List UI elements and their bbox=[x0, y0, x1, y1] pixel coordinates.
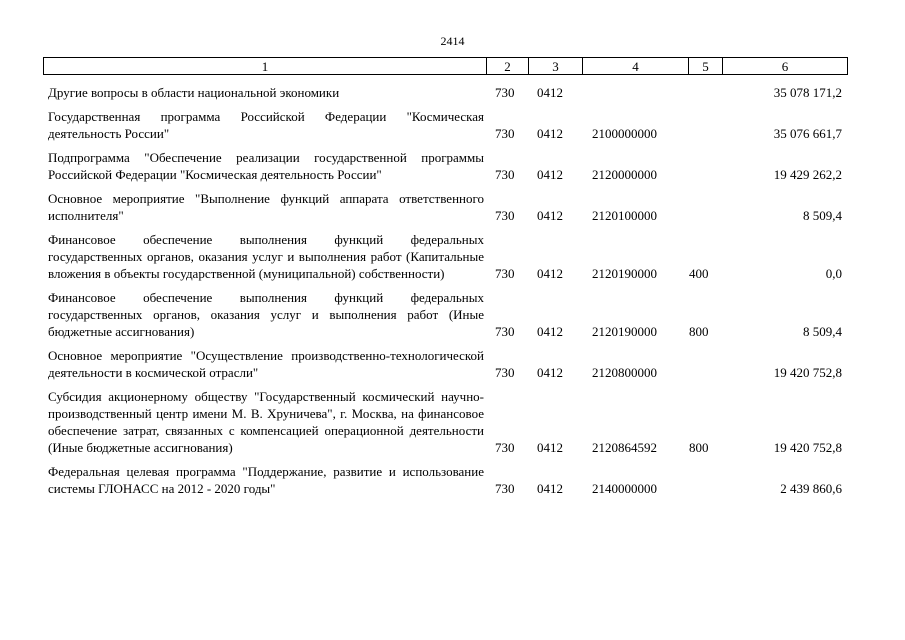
row-name: Основное мероприятие "Выполнение функций аппарата ответственного исполнителя" bbox=[48, 191, 484, 223]
row-target-code: 2100000000 bbox=[592, 126, 657, 141]
row-target-code: 2120100000 bbox=[592, 208, 657, 223]
row-amount: 19 429 262,2 bbox=[773, 167, 842, 182]
header-col-4: 4 bbox=[583, 58, 689, 75]
table-row bbox=[0, 231, 905, 282]
row-amount: 0,0 bbox=[825, 266, 842, 281]
row-ministry-code: 730 bbox=[495, 440, 515, 455]
table-row bbox=[0, 388, 905, 456]
row-amount: 35 078 171,2 bbox=[773, 85, 842, 100]
row-amount: 19 420 752,8 bbox=[773, 365, 842, 380]
row-section-code: 0412 bbox=[537, 167, 563, 182]
row-name: Федеральная целевая программа "Поддержание, развитие и использование системы ГЛОНАСС на 2012 - 2020 годы" bbox=[48, 464, 484, 496]
row-section-code: 0412 bbox=[537, 365, 563, 380]
header-col-6: 6 bbox=[723, 58, 848, 75]
row-section-code: 0412 bbox=[537, 208, 563, 223]
table-row bbox=[0, 108, 905, 142]
table-row bbox=[0, 149, 905, 183]
header-col-5: 5 bbox=[689, 58, 723, 75]
row-expense-type: 800 bbox=[689, 440, 709, 455]
table-row bbox=[0, 463, 905, 497]
row-target-code: 2120864592 bbox=[592, 440, 657, 455]
row-section-code: 0412 bbox=[537, 126, 563, 141]
row-ministry-code: 730 bbox=[495, 324, 515, 339]
row-ministry-code: 730 bbox=[495, 365, 515, 380]
row-amount: 8 509,4 bbox=[803, 208, 842, 223]
row-name: Государственная программа Российской Федерации "Космическая деятельность России" bbox=[48, 109, 484, 141]
row-ministry-code: 730 bbox=[495, 266, 515, 281]
row-target-code: 2120800000 bbox=[592, 365, 657, 380]
row-ministry-code: 730 bbox=[495, 208, 515, 223]
row-target-code: 2140000000 bbox=[592, 481, 657, 496]
row-section-code: 0412 bbox=[537, 85, 563, 100]
row-section-code: 0412 bbox=[537, 440, 563, 455]
budget-rows bbox=[0, 84, 905, 504]
row-amount: 2 439 860,6 bbox=[780, 481, 842, 496]
row-name: Субсидия акционерному обществу "Государственный космический научно-производственный центр имени М. В. Хруничева", г. Москва, на финансовое обеспечение затрат, связанных с компенсацией операционной деятельности (Иные бюджетные ассигнования) bbox=[48, 389, 484, 455]
row-expense-type: 400 bbox=[689, 266, 709, 281]
header-col-2: 2 bbox=[487, 58, 529, 75]
column-header-table bbox=[43, 57, 848, 75]
header-col-1: 1 bbox=[44, 58, 487, 75]
table-row bbox=[0, 347, 905, 381]
row-name: Другие вопросы в области национальной экономики bbox=[48, 85, 340, 100]
row-name: Финансовое обеспечение выполнения функций федеральных государственных органов, оказания услуг и выполнения работ (Капитальные вложения в объекты государственной (муниципальной) собственности) bbox=[48, 232, 484, 281]
row-name: Подпрограмма "Обеспечение реализации государственной программы Российской Федерации "Космическая деятельность России" bbox=[48, 150, 484, 182]
row-section-code: 0412 bbox=[537, 324, 563, 339]
table-row bbox=[0, 190, 905, 224]
row-ministry-code: 730 bbox=[495, 85, 515, 100]
page-number: 2414 bbox=[440, 34, 465, 48]
row-expense-type: 800 bbox=[689, 324, 709, 339]
row-ministry-code: 730 bbox=[495, 126, 515, 141]
row-section-code: 0412 bbox=[537, 481, 563, 496]
row-amount: 8 509,4 bbox=[803, 324, 842, 339]
row-ministry-code: 730 bbox=[495, 481, 515, 496]
header-col-3: 3 bbox=[529, 58, 583, 75]
row-name: Основное мероприятие "Осуществление производственно-технологической деятельности в космической отрасли" bbox=[48, 348, 484, 380]
row-amount: 19 420 752,8 bbox=[773, 440, 842, 455]
row-target-code: 2120190000 bbox=[592, 266, 657, 281]
row-target-code: 2120190000 bbox=[592, 324, 657, 339]
row-name: Финансовое обеспечение выполнения функций федеральных государственных органов, оказания услуг и выполнения работ (Иные бюджетные ассигнования) bbox=[48, 290, 484, 339]
row-target-code: 2120000000 bbox=[592, 167, 657, 182]
table-row bbox=[0, 289, 905, 340]
row-amount: 35 076 661,7 bbox=[773, 126, 842, 141]
row-ministry-code: 730 bbox=[495, 167, 515, 182]
table-row bbox=[0, 84, 905, 101]
row-section-code: 0412 bbox=[537, 266, 563, 281]
